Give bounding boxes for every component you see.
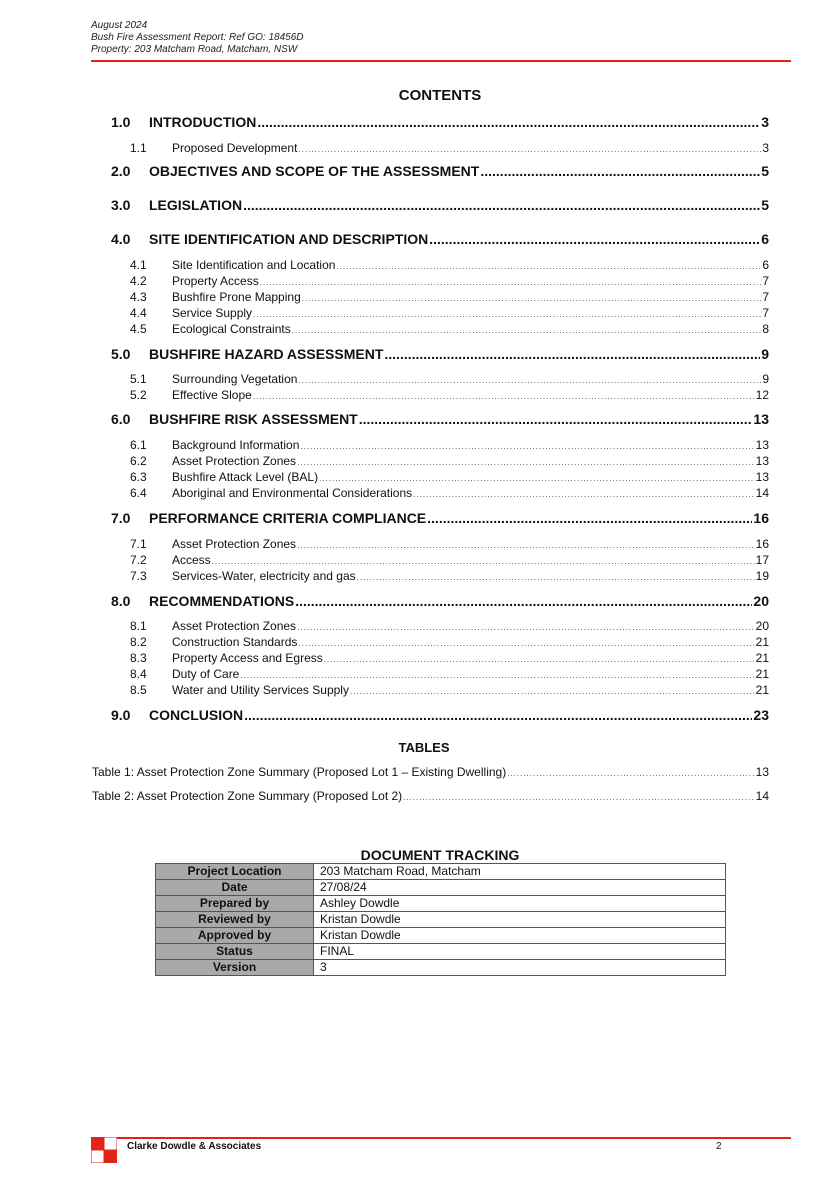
toc-entry-page: 16 <box>753 510 769 526</box>
toc-entry-page: 13 <box>755 470 769 484</box>
toc-entry <box>111 258 769 272</box>
toc-leader-dots <box>413 490 755 499</box>
toc-entry-number: 5.0 <box>111 346 131 362</box>
tracking-key: Status <box>156 944 314 960</box>
tracking-row <box>156 880 726 896</box>
toc-entry-page: 13 <box>753 411 769 427</box>
toc-leader-dots <box>359 411 753 427</box>
toc-entry-page: 6 <box>761 231 769 247</box>
tracking-value: 27/08/24 <box>314 880 726 896</box>
tracking-key: Project Location <box>156 864 314 880</box>
toc-entry-page: 23 <box>753 707 769 723</box>
toc-entry-page: 8 <box>762 322 769 336</box>
toc-entry <box>111 231 769 247</box>
toc-entry-page: 21 <box>755 667 769 681</box>
toc-entry-page: 5 <box>761 197 769 213</box>
toc-entry-page: 20 <box>755 619 769 633</box>
toc-leader-dots <box>429 231 760 247</box>
toc-entry-title: Bushfire Attack Level (BAL) <box>172 470 319 484</box>
contents-heading: CONTENTS <box>398 87 482 104</box>
toc-entry-title: INTRODUCTION <box>149 114 257 130</box>
red-checker-logo-icon <box>91 1137 117 1163</box>
tracking-row <box>156 928 726 944</box>
toc-entry-page: 17 <box>755 553 769 567</box>
toc-entry-title: PERFORMANCE CRITERIA COMPLIANCE <box>149 510 427 526</box>
table-entry-page: 13 <box>755 765 769 779</box>
toc-leader-dots <box>298 639 754 648</box>
toc-entry <box>111 454 769 468</box>
toc-leader-dots <box>257 114 760 130</box>
toc-entry-number: 8.2 <box>130 635 147 649</box>
header-property: Property: 203 Matcham Road, Matcham, NSW <box>91 44 298 55</box>
toc-entry <box>111 470 769 484</box>
toc-entry-number: 8.3 <box>130 651 147 665</box>
document-tracking-heading: DOCUMENT TRACKING <box>360 847 520 863</box>
toc-leader-dots <box>300 442 754 451</box>
toc-entry <box>111 163 769 179</box>
tracking-key: Approved by <box>156 928 314 944</box>
toc-entry <box>111 619 769 633</box>
toc-entry-page: 16 <box>755 537 769 551</box>
toc-leader-dots <box>384 346 760 362</box>
tracking-key: Version <box>156 960 314 976</box>
header-date: August 2024 <box>91 20 148 31</box>
toc-leader-dots <box>297 458 755 467</box>
toc-entry-title: RECOMMENDATIONS <box>149 593 295 609</box>
toc-entry <box>111 197 769 213</box>
footer-divider <box>91 1137 791 1139</box>
header-report-ref: Bush Fire Assessment Report: Ref GO: 18456D <box>91 32 304 43</box>
toc-entry-number: 4.1 <box>130 258 147 272</box>
toc-entry-title: Water and Utility Services Supply <box>172 683 349 697</box>
toc-entry-page: 9 <box>762 372 769 386</box>
toc-entry-title: Proposed Development <box>172 141 298 155</box>
toc-entry-page: 20 <box>753 593 769 609</box>
toc-entry-number: 8.0 <box>111 593 131 609</box>
toc-entry-title: Property Access <box>172 274 259 288</box>
toc-entry-number: 8.1 <box>130 619 147 633</box>
toc-entry-title: Ecological Constraints <box>172 322 291 336</box>
toc-entry-title: Services-Water, electricity and gas <box>172 569 356 583</box>
toc-entry-page: 21 <box>755 683 769 697</box>
toc-leader-dots <box>212 557 755 566</box>
table-list-entry <box>92 789 769 803</box>
tracking-value: Kristan Dowdle <box>314 912 726 928</box>
toc-entry <box>111 274 769 288</box>
tracking-row <box>156 864 726 880</box>
toc-entry-page: 7 <box>762 306 769 320</box>
toc-entry-title: OBJECTIVES AND SCOPE OF THE ASSESSMENT <box>149 163 480 179</box>
toc-entry-number: 6.1 <box>130 438 147 452</box>
toc-entry <box>111 667 769 681</box>
toc-leader-dots <box>295 593 752 609</box>
page-header <box>91 20 791 56</box>
toc-entry-number: 7.0 <box>111 510 131 526</box>
toc-entry <box>111 486 769 500</box>
toc-entry-number: 4.2 <box>130 274 147 288</box>
toc-entry-number: 7.1 <box>130 537 147 551</box>
tracking-value: 3 <box>314 960 726 976</box>
toc-entry-page: 13 <box>755 438 769 452</box>
footer-page-number: 2 <box>716 1141 722 1152</box>
toc-entry-number: 8.4 <box>130 667 147 681</box>
toc-entry-title: BUSHFIRE HAZARD ASSESSMENT <box>149 346 384 362</box>
toc-entry <box>111 306 769 320</box>
toc-entry-page: 9 <box>761 346 769 362</box>
toc-leader-dots <box>260 278 762 287</box>
toc-entry-title: Asset Protection Zones <box>172 619 297 633</box>
toc-entry <box>111 593 769 609</box>
toc-entry <box>111 141 769 155</box>
toc-leader-dots <box>298 145 761 154</box>
toc-entry-number: 9.0 <box>111 707 131 723</box>
toc-entry-title: Background Information <box>172 438 300 452</box>
tracking-value: 203 Matcham Road, Matcham <box>314 864 726 880</box>
toc-leader-dots <box>244 707 752 723</box>
tracking-key: Date <box>156 880 314 896</box>
document-tracking-table <box>155 863 726 976</box>
table-entry-page: 14 <box>755 789 769 803</box>
toc-entry-number: 4.5 <box>130 322 147 336</box>
toc-entry-number: 4.4 <box>130 306 147 320</box>
toc-entry-title: Aboriginal and Environmental Considerations <box>172 486 413 500</box>
toc-leader-dots <box>298 376 761 385</box>
toc-entry <box>111 438 769 452</box>
toc-entry <box>111 651 769 665</box>
toc-entry-number: 4.3 <box>130 290 147 304</box>
toc-entry-page: 7 <box>762 290 769 304</box>
toc-leader-dots <box>253 310 761 319</box>
toc-leader-dots <box>427 510 752 526</box>
toc-entry <box>111 569 769 583</box>
toc-entry-page: 3 <box>761 114 769 130</box>
toc-entry <box>111 372 769 386</box>
toc-entry-title: CONCLUSION <box>149 707 244 723</box>
table-leader-dots <box>507 769 754 778</box>
toc-leader-dots <box>336 262 761 271</box>
toc-leader-dots <box>480 163 760 179</box>
toc-entry-page: 7 <box>762 274 769 288</box>
toc-entry <box>111 510 769 526</box>
toc-entry-page: 14 <box>755 486 769 500</box>
tracking-value: FINAL <box>314 944 726 960</box>
toc-entry-page: 5 <box>761 163 769 179</box>
tracking-row <box>156 912 726 928</box>
toc-entry <box>111 114 769 130</box>
toc-leader-dots <box>357 573 755 582</box>
toc-leader-dots <box>292 326 762 335</box>
toc-leader-dots <box>302 294 762 303</box>
toc-entry-number: 5.2 <box>130 388 147 402</box>
footer-company-name: Clarke Dowdle & Associates <box>127 1141 262 1152</box>
toc-entry-number: 1.1 <box>130 141 147 155</box>
toc-entry-page: 13 <box>755 454 769 468</box>
tracking-key: Reviewed by <box>156 912 314 928</box>
toc-entry-page: 21 <box>755 651 769 665</box>
toc-entry <box>111 411 769 427</box>
toc-entry <box>111 290 769 304</box>
toc-leader-dots <box>297 541 755 550</box>
toc-entry-number: 6.0 <box>111 411 131 427</box>
tracking-value: Ashley Dowdle <box>314 896 726 912</box>
toc-entry <box>111 683 769 697</box>
toc-entry-title: Site Identification and Location <box>172 258 336 272</box>
toc-entry <box>111 635 769 649</box>
toc-entry-number: 8.5 <box>130 683 147 697</box>
toc-entry-title: SITE IDENTIFICATION AND DESCRIPTION <box>149 231 429 247</box>
toc-entry <box>111 553 769 567</box>
toc-entry-number: 5.1 <box>130 372 147 386</box>
toc-entry-title: LEGISLATION <box>149 197 243 213</box>
toc-entry-title: Construction Standards <box>172 635 298 649</box>
tracking-value: Kristan Dowdle <box>314 928 726 944</box>
toc-entry-title: Bushfire Prone Mapping <box>172 290 301 304</box>
toc-entry-title: Asset Protection Zones <box>172 537 297 551</box>
toc-entry-number: 7.2 <box>130 553 147 567</box>
toc-entry-number: 6.4 <box>130 486 147 500</box>
table-entry-title: Table 2: Asset Protection Zone Summary (Proposed Lot 2) <box>92 789 403 803</box>
toc-entry-title: Property Access and Egress <box>172 651 323 665</box>
tracking-row <box>156 944 726 960</box>
toc-entry-title: Duty of Care <box>172 667 240 681</box>
toc-entry-page: 19 <box>755 569 769 583</box>
toc-entry-number: 1.0 <box>111 114 131 130</box>
toc-entry-page: 3 <box>762 141 769 155</box>
toc-leader-dots <box>350 687 755 696</box>
toc-entry-number: 6.3 <box>130 470 147 484</box>
toc-entry-title: BUSHFIRE RISK ASSESSMENT <box>149 411 358 427</box>
toc-leader-dots <box>319 474 755 483</box>
toc-entry <box>111 388 769 402</box>
table-list-entry <box>92 765 769 779</box>
toc-entry-page: 6 <box>762 258 769 272</box>
header-divider <box>91 60 791 62</box>
toc-entry <box>111 537 769 551</box>
toc-entry <box>111 346 769 362</box>
toc-entry <box>111 707 769 723</box>
table-leader-dots <box>403 793 754 802</box>
tracking-key: Prepared by <box>156 896 314 912</box>
toc-entry-number: 7.3 <box>130 569 147 583</box>
toc-leader-dots <box>324 655 755 664</box>
table-entry-title: Table 1: Asset Protection Zone Summary (Proposed Lot 1 – Existing Dwelling) <box>92 765 507 779</box>
toc-leader-dots <box>253 392 755 401</box>
toc-entry <box>111 322 769 336</box>
toc-leader-dots <box>243 197 760 213</box>
tracking-row <box>156 960 726 976</box>
toc-entry-number: 2.0 <box>111 163 131 179</box>
toc-leader-dots <box>240 671 754 680</box>
toc-entry-title: Surrounding Vegetation <box>172 372 298 386</box>
toc-entry-title: Access <box>172 553 211 567</box>
toc-entry-number: 6.2 <box>130 454 147 468</box>
toc-entry-number: 3.0 <box>111 197 131 213</box>
toc-entry-title: Asset Protection Zones <box>172 454 297 468</box>
toc-entry-page: 12 <box>755 388 769 402</box>
toc-leader-dots <box>297 623 755 632</box>
toc-entry-title: Service Supply <box>172 306 253 320</box>
toc-entry-title: Effective Slope <box>172 388 252 402</box>
tracking-row <box>156 896 726 912</box>
tables-heading: TABLES <box>398 740 450 755</box>
toc-entry-page: 21 <box>755 635 769 649</box>
toc-entry-number: 4.0 <box>111 231 131 247</box>
